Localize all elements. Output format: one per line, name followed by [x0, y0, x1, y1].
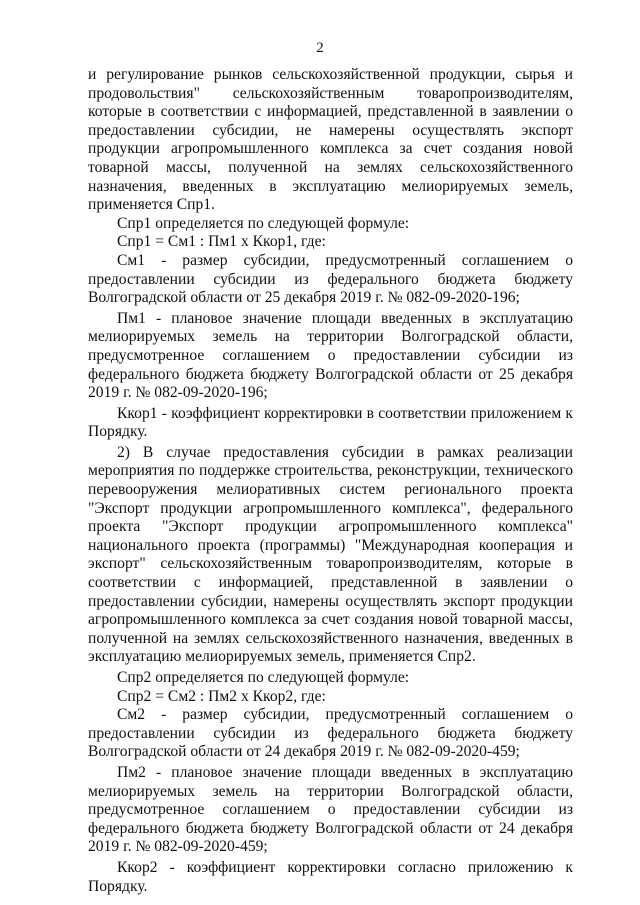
paragraph-definition-kkor2: Ккор2 - коэффициент корректировки согласно приложению к Порядку.	[88, 858, 573, 895]
paragraph-definition-sm2: См2 - размер субсидии, предусмотренный соглашением о предоставлении субсидии из федерального бюджета бюджету Волгоградской области от 24 декабря 2019 г. № 082-09-2020-459;	[88, 706, 573, 761]
paragraph-definition-pm2: Пм2 - плановое значение площади введенных в эксплуатацию мелиорируемых земель на территории Волгоградской области, предусмотренное соглашением о предоставлении субсидии из федерального бюджета бюджету Волгоградской области от 24 декабря 2019 г. № 082-09-2020-459;	[88, 763, 573, 856]
paragraph-formula-2: Спр2 = См2 : Пм2 x Ккор2, где:	[117, 687, 326, 705]
paragraph-formula-1: Спр1 = См1 : Пм1 x Ккор1, где:	[117, 233, 326, 251]
paragraph-definition-sm1: См1 - размер субсидии, предусмотренный соглашением о предоставлении субсидии из федерального бюджета бюджету Волгоградской области от 25 декабря 2019 г. № 082-09-2020-196;	[88, 251, 573, 307]
page-number: 2	[316, 40, 324, 56]
paragraph-formula-intro-1: Спр1 определяется по следующей формуле:	[117, 214, 410, 232]
paragraph-continuation: и регулирование рынков сельскохозяйственной продукции, сырья и продовольствия" сельскохозяйственным товаропроизводителям, которые в соответствии с информацией, представленной в заявлении о предоставлении субсидии, не намерены осуществлять экспорт продукции агропромышленного комплекса за счет создания новой товарной массы, полученной на землях сельскохозяйственного назначения, введенных в эксплуатацию мелиорируемых земель, применяется Спр1.	[88, 66, 573, 214]
paragraph-definition-kkor1: Ккор1 - коэффициент корректировки в соответствии приложением к Порядку.	[88, 404, 573, 441]
paragraph-definition-pm1: Пм1 - плановое значение площади введенных в эксплуатацию мелиорируемых земель на территории Волгоградской области, предусмотренное соглашением о предоставлении субсидии из федерального бюджета бюджету Волгоградской области от 25 декабря 2019 г. № 082-09-2020-196;	[88, 309, 573, 402]
document-body	[88, 66, 573, 896]
paragraph-formula-intro-2: Спр2 определяется по следующей формуле:	[117, 669, 410, 686]
paragraph-item-2: 2) В случае предоставления субсидии в рамках реализации мероприятия по поддержке строительства, реконструкции, технического перевооружения мелиоративных систем регионального проекта "Экспорт продукции агропромышленного комплекса", федерального проекта "Экспорт продукции агропромышленного комплекса" национального проекта (программы) "Международная кооперация и экспорт" сельскохозяйственным товаропроизводителям, которые в соответствии с информацией, представленной в заявлении о предоставлении субсидии, намерены осуществлять экспорт продукции агропромышленного комплекса за счет создания новой товарной массы, полученной на землях сельскохозяйственного назначения, введенных в эксплуатацию мелиорируемых земель, применяется Спр2.	[88, 443, 573, 666]
